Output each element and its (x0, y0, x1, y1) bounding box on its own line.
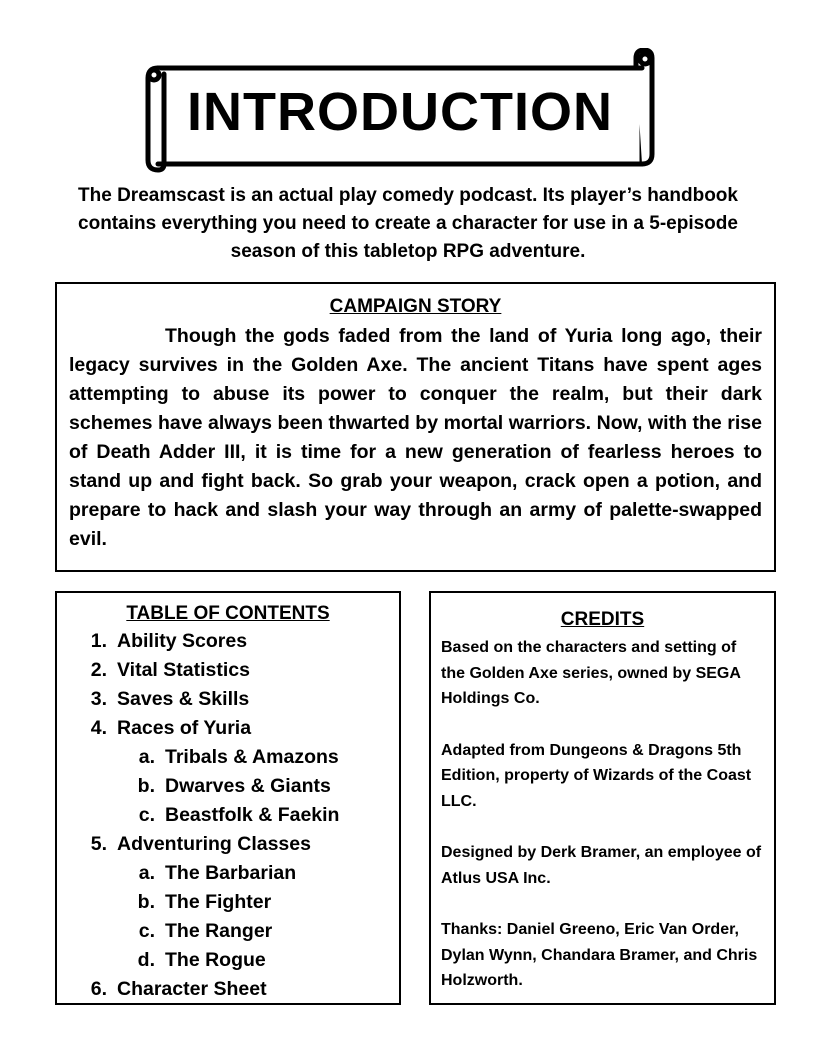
credits-paragraph: Based on the characters and setting of the Golden Axe series, owned by SEGA Holdings Co. (441, 639, 741, 707)
credits-paragraph: Thanks: Daniel Greeno, Eric Van Order, Dylan Wynn, Chandara Bramer, and Chris Holzworth. (441, 921, 758, 989)
credits-box (429, 591, 776, 1005)
intro-paragraph: The Dreamscast is an actual play comedy podcast. Its player’s handbook contains everything you need to create a character for use in a 5-episode season of this tabletop RPG adventure. (78, 185, 738, 262)
table-of-contents-box (55, 591, 401, 1005)
page-title: INTRODUCTION (187, 82, 613, 142)
toc-heading: TABLE OF CONTENTS (126, 603, 330, 624)
toc-item: 4. Races of Yuria (90, 717, 252, 739)
credits-heading: CREDITS (560, 609, 645, 630)
title-scroll-banner (140, 48, 660, 176)
toc-subitem: b. The Fighter (137, 891, 272, 913)
toc-subitem: b. Dwarves & Giants (137, 775, 331, 797)
toc-subitem: c. Beastfolk & Faekin (138, 804, 340, 826)
toc-item: 5. Adventuring Classes (90, 833, 311, 855)
toc-subitem: a. The Barbarian (138, 862, 297, 884)
credits-paragraph: Designed by Derk Bramer, an employee of Atlus USA Inc. (441, 844, 762, 887)
toc-item: 1. Ability Scores (90, 630, 248, 652)
toc-item: 3. Saves & Skills (90, 688, 250, 710)
toc-subitem: d. The Rogue (137, 949, 266, 971)
toc-item: 6. Character Sheet (90, 978, 267, 1000)
credits-paragraph: Adapted from Dungeons & Dragons 5th Edition, property of Wizards of the Coast LLC. (441, 741, 752, 810)
campaign-story-heading: CAMPAIGN STORY (329, 296, 502, 317)
campaign-story-text: Though the gods faded from the land of Yuria long ago, their legacy survives in the Golden Axe. The ancient Titans have spent ages attempting to abuse its power to conquer the realm, but their dark schemes have always been thwarted by mortal warriors. Now, with the rise of Death Adder III, it is time for a new generation of fearless heroes to stand up and fight back. So grab your weapon, crack open a potion, and prepare to hack and slash your way through an army of palette-swapped evil. (69, 325, 762, 550)
toc-item: 2. Vital Statistics (90, 659, 250, 681)
campaign-story-box (55, 282, 776, 572)
toc-subitem: a. Tribals & Amazons (138, 746, 339, 768)
toc-subitem: c. The Ranger (138, 920, 273, 942)
toc-list (67, 627, 389, 1004)
